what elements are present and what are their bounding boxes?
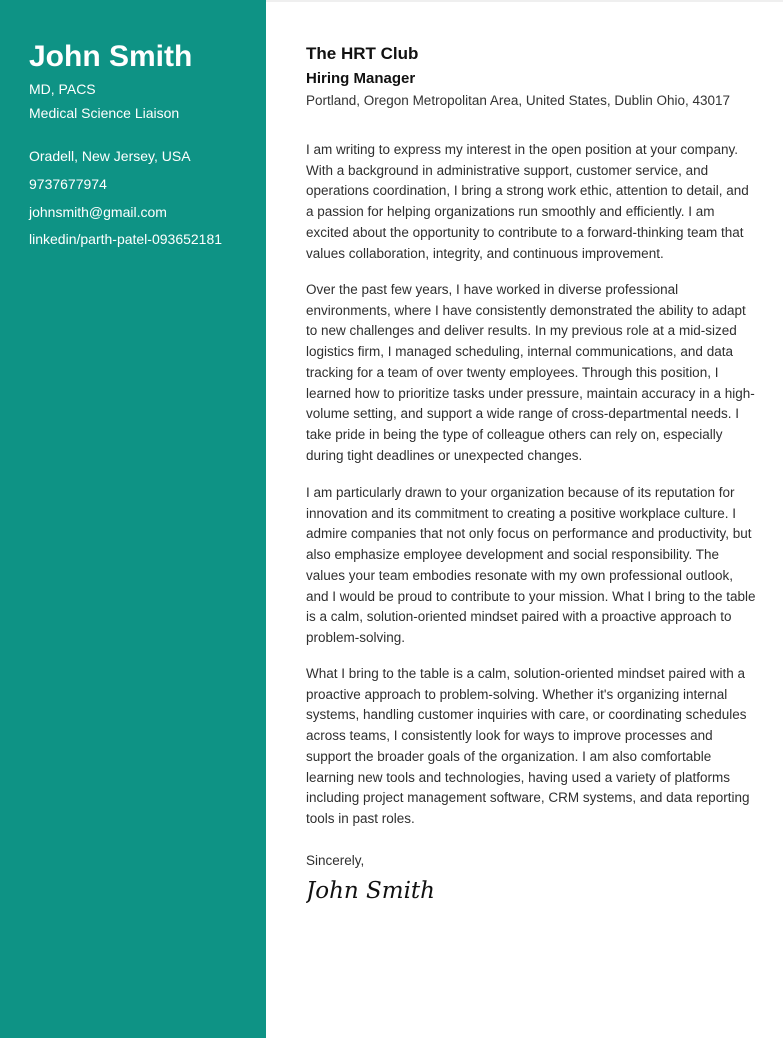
closing: Sincerely, [306, 853, 365, 868]
signature [306, 870, 476, 910]
top-divider [266, 0, 783, 2]
letter-paragraph: Over the past few years, I have worked in diverse professional environments, where I have consistently demonstrated the ability to adapt to new challenges and deliver results. In my previous role at a mid-sized logistics firm, I managed scheduling, internal communications, and data tracking for a team of over twenty employees. Through this position, I learned how to prioritize tasks under pressure, maintain accuracy in a high-volume setting, and support a wide range of cross-departmental needs. I take pride in being the type of colleague others can rely on, especially during tight deadlines or unexpected changes. [306, 282, 755, 463]
sender-email: johnsmith@gmail.com [29, 204, 167, 220]
letter-paragraph: What I bring to the table is a calm, solution-oriented mindset paired with a proactive approach to problem-solving. Whether it's organizing internal systems, handling customer inquiries with care, or coordinating schedules across teams, I consistently look for ways to improve processes and support the broader goals of the organization. I am also comfortable learning new tools and technologies, having used a variety of platforms including project management software, CRM systems, and data reporting tools in past roles. [306, 666, 750, 826]
signature-text: John Smith [306, 878, 435, 904]
letter-paragraph: I am particularly drawn to your organization because of its reputation for innovation and its commitment to creating a positive workplace culture. I admire companies that not only focus on performance and productivity, but also emphasize employee development and social responsibility. The values your team embodies resonate with my own professional outlook, and I would be proud to contribute to your mission. What I bring to the table is a calm, solution-oriented mindset paired with a proactive approach to problem-solving. [306, 485, 756, 645]
letter-paragraph: I am writing to express my interest in the open position at your company. With a background in administrative support, customer service, and operations coordination, I bring a strong work ethic, attention to detail, and a passion for helping organizations run smoothly and efficiently. I am excited about the opportunity to contribute to a forward-thinking team that values collaboration, integrity, and continuous improvement. [306, 142, 749, 261]
sender-linkedin: linkedin/parth-patel-093652181 [29, 231, 223, 247]
recipient-address: Portland, Oregon Metropolitan Area, United States, Dublin Ohio, 43017 [306, 93, 731, 108]
sender-name: John Smith [29, 40, 193, 73]
sender-phone: 9737677974 [29, 176, 107, 192]
sender-location: Oradell, New Jersey, USA [29, 148, 191, 164]
sidebar [0, 0, 266, 1038]
recipient-role: Hiring Manager [306, 70, 416, 87]
sender-credentials: MD, PACS [29, 81, 96, 97]
recipient-company: The HRT Club [306, 44, 419, 63]
sender-title: Medical Science Liaison [29, 105, 180, 121]
